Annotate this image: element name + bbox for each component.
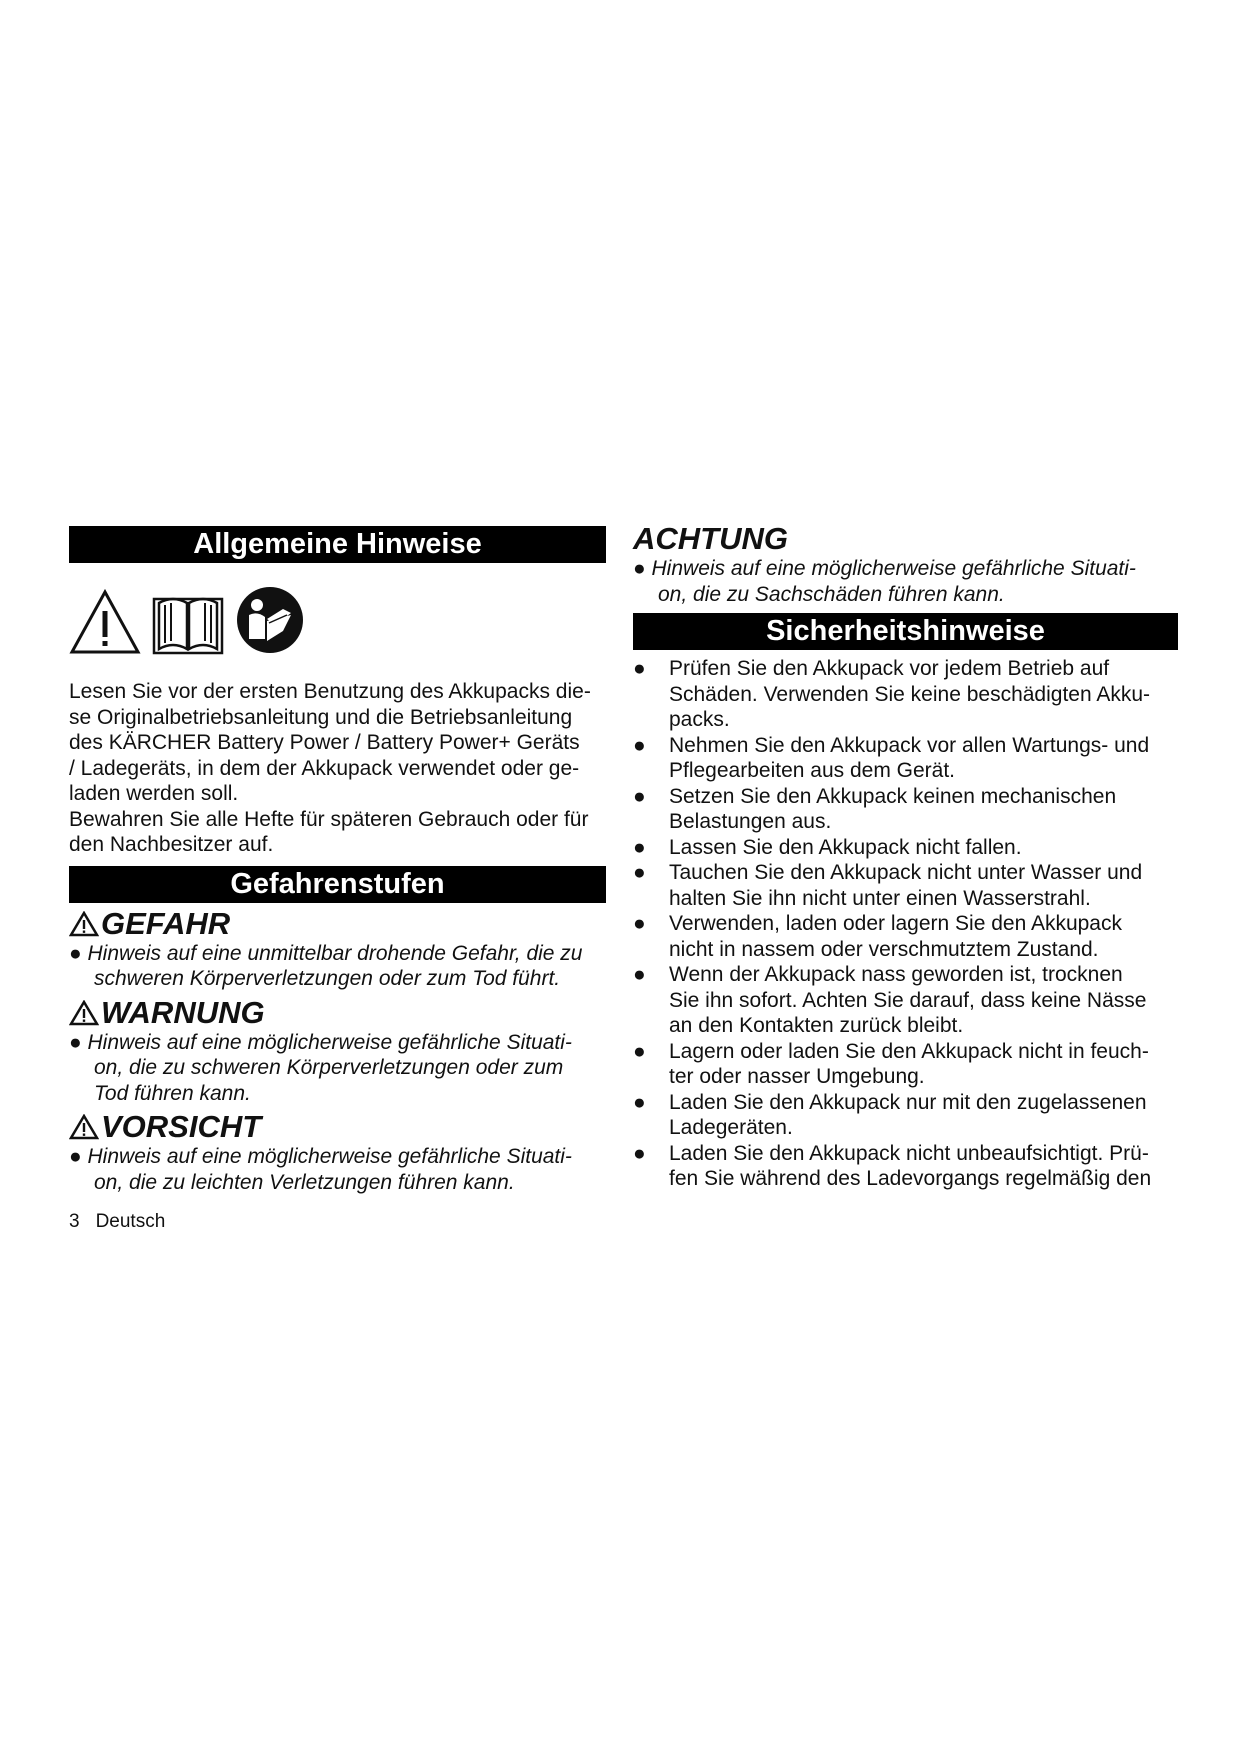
left-column <box>69 526 606 1195</box>
list-item-line: Laden Sie den Akkupack nicht unbeaufsichtigt. Prü- <box>669 1141 1149 1165</box>
bullet: ● <box>633 1141 646 1165</box>
list-item-line: Wenn der Akkupack nass geworden ist, trocknen <box>669 963 1123 986</box>
list-item-line: Belastungen aus. <box>669 810 832 833</box>
signal-vorsicht <box>69 1110 606 1144</box>
signal-gefahr <box>69 907 606 941</box>
bullet: ● <box>633 963 646 986</box>
list-item-line: Prüfen Sie den Akkupack vor jedem Betrieb auf <box>669 657 1110 680</box>
bullet: ● <box>633 835 646 859</box>
warning-triangle-icon <box>69 1114 99 1140</box>
list-item-line: ter oder nasser Umgebung. <box>669 1065 925 1088</box>
list-item <box>633 784 1178 835</box>
heading-hazard-levels: Gefahrenstufen <box>69 866 606 903</box>
list-item-line: Schäden. Verwenden Sie keine beschädigten Akku- <box>669 682 1151 706</box>
signal-word: GEFAHR <box>101 905 231 941</box>
list-item <box>633 911 1178 962</box>
signal-description: schweren Körperverletzungen oder zum Tod führt. <box>94 967 561 990</box>
bullet: ● <box>633 733 646 757</box>
list-item-line: Tauchen Sie den Akkupack nicht unter Wasser und <box>669 861 1143 884</box>
bullet: ● <box>633 861 646 884</box>
list-item <box>633 1039 1178 1090</box>
list-item-line: Pflegearbeiten aus dem Gerät. <box>669 759 956 782</box>
signal-description: ● Hinweis auf eine möglicherweise gefährliche Situati- <box>69 1030 572 1054</box>
bullet: ● <box>633 1039 646 1063</box>
signal-description: Tod führen kann. <box>94 1081 251 1105</box>
list-item-line: Laden Sie den Akkupack nur mit den zugelassenen <box>669 1090 1147 1114</box>
intro-line: laden werden soll. <box>69 782 239 805</box>
list-item-line: nicht in nassem oder verschmutztem Zustand. <box>669 937 1099 961</box>
icon-row <box>69 583 606 655</box>
signal-word: ACHTUNG <box>633 521 788 556</box>
list-item-line: Lagern oder laden Sie den Akkupack nicht in feuch- <box>669 1039 1149 1063</box>
intro-line: des KÄRCHER Battery Power / Battery Power+ Geräts <box>69 731 580 754</box>
signal-description: on, die zu leichten Verletzungen führen kann. <box>94 1170 515 1194</box>
read-manual-icon <box>235 585 305 655</box>
intro-paragraph <box>69 679 606 858</box>
list-item-line: Lassen Sie den Akkupack nicht fallen. <box>669 835 1022 859</box>
list-item-line: halten Sie ihn nicht unter einen Wasserstrahl. <box>669 886 1091 910</box>
list-item <box>633 860 1178 911</box>
list-item <box>633 733 1178 784</box>
list-item-line: packs. <box>669 708 730 731</box>
signal-description: ● Hinweis auf eine möglicherweise gefährliche Situati- <box>69 1145 572 1168</box>
intro-line: / Ladegeräts, in dem der Akkupack verwendet oder ge- <box>69 756 580 780</box>
list-item <box>633 835 1178 861</box>
signal-warnung <box>69 996 606 1030</box>
heading-general-notes: Allgemeine Hinweise <box>69 526 606 563</box>
list-item-line: an den Kontakten zurück bleibt. <box>669 1014 964 1037</box>
warning-triangle-icon <box>69 589 141 655</box>
list-item-line: Nehmen Sie den Akkupack vor allen Wartungs- und <box>669 733 1150 757</box>
signal-word: VORSICHT <box>101 1109 262 1144</box>
intro-line: Bewahren Sie alle Hefte für späteren Gebrauch oder für <box>69 807 589 831</box>
page-number: 3 <box>69 1211 80 1232</box>
intro-line: Lesen Sie vor der ersten Benutzung des Akkupacks die- <box>69 680 591 703</box>
intro-line: den Nachbesitzer auf. <box>69 833 274 856</box>
warning-triangle-icon <box>69 1000 99 1026</box>
list-item-line: fen Sie während des Ladevorgangs regelmäßig den <box>669 1167 1152 1190</box>
intro-line: se Originalbetriebsanleitung und die Betriebsanleitung <box>69 705 573 729</box>
signal-description: on, die zu Sachschäden führen kann. <box>658 582 1005 606</box>
manual-book-icon <box>151 591 225 655</box>
list-item <box>633 1141 1178 1192</box>
signal-word: WARNUNG <box>101 994 265 1030</box>
signal-achtung <box>633 522 1178 556</box>
heading-safety-notes: Sicherheitshinweise <box>633 613 1178 650</box>
page-footer <box>69 1211 181 1233</box>
warning-triangle-icon <box>69 911 99 937</box>
list-item-line: Setzen Sie den Akkupack keinen mechanischen <box>669 784 1117 808</box>
footer-language: Deutsch <box>95 1211 166 1232</box>
safety-list <box>633 656 1178 1192</box>
list-item-line: Ladegeräten. <box>669 1116 793 1139</box>
signal-description: ● Hinweis auf eine unmittelbar drohende Gefahr, die zu <box>69 941 583 965</box>
list-item <box>633 1090 1178 1141</box>
list-item-line: Verwenden, laden oder lagern Sie den Akkupack <box>669 912 1122 935</box>
list-item <box>633 656 1178 733</box>
bullet: ● <box>633 784 646 808</box>
signal-description: ● Hinweis auf eine möglicherweise gefährliche Situati- <box>633 557 1136 580</box>
list-item <box>633 962 1178 1039</box>
right-column <box>633 522 1178 1192</box>
bullet: ● <box>633 912 646 935</box>
bullet: ● <box>633 1090 646 1114</box>
list-item-line: Sie ihn sofort. Achten Sie darauf, dass keine Nässe <box>669 988 1147 1012</box>
bullet: ● <box>633 657 646 680</box>
signal-description: on, die zu schweren Körperverletzungen oder zum <box>94 1056 564 1079</box>
